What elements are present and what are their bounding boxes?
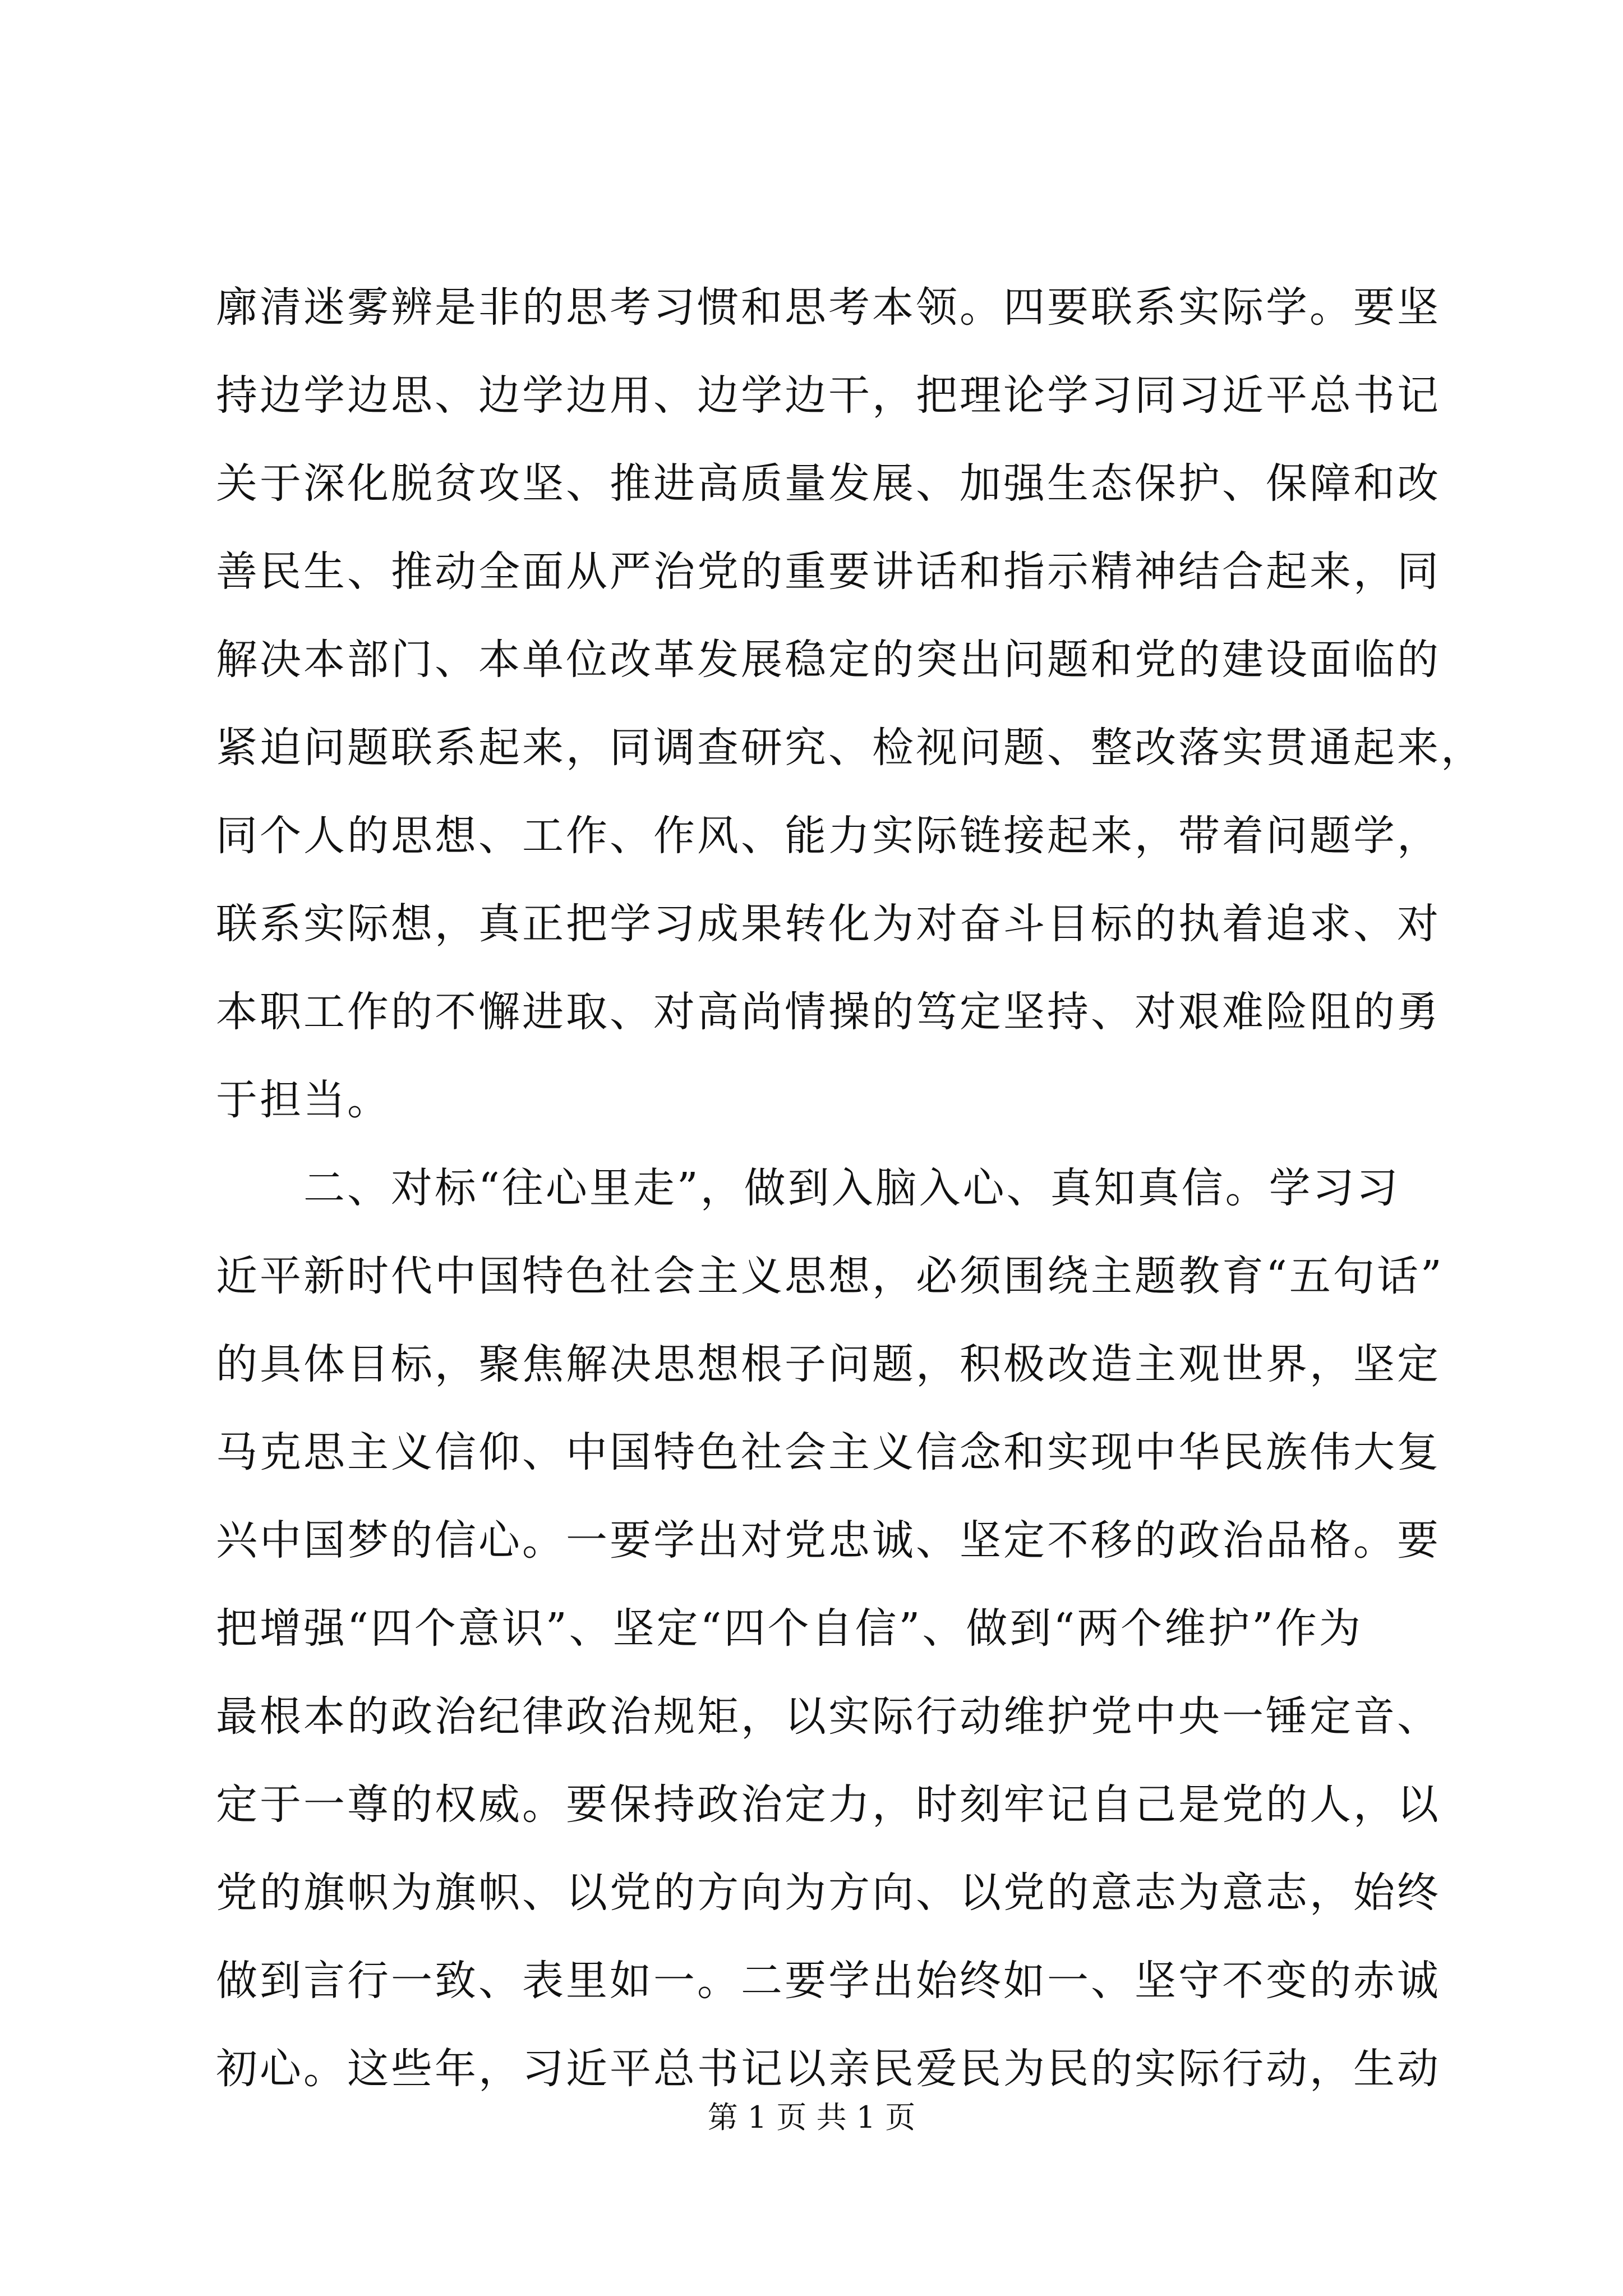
text-line: 近平新时代中国特色社会主义思想，必须围绕主题教育“五句话” bbox=[216, 1252, 1444, 1300]
text-line: 解决本部门、本单位改革发展稳定的突出问题和党的建设面临的 bbox=[216, 636, 1441, 684]
document-body bbox=[216, 264, 1484, 2113]
text-line: 把增强“四个意识”、坚定“四个自信”、做到“两个维护”作为 bbox=[216, 1604, 1363, 1653]
text-line: 初心。这些年，习近平总书记以亲民爱民为民的实际行动，生动 bbox=[216, 2045, 1441, 2093]
text-line: 紧迫问题联系起来，同调查研究、检视问题、整改落实贯通起来， bbox=[216, 724, 1484, 772]
text-line: 廓清迷雾辨是非的思考习惯和思考本领。四要联系实际学。要坚 bbox=[216, 283, 1441, 332]
text-line: 联系实际想，真正把学习成果转化为对奋斗目标的执着追求、对 bbox=[216, 900, 1441, 948]
text-line: 的具体目标，聚焦解决思想根子问题，积极改造主观世界，坚定 bbox=[216, 1340, 1441, 1388]
page-footer: 第 1 页 共 1 页 bbox=[707, 2100, 916, 2135]
text-line: 马克思主义信仰、中国特色社会主义信念和实现中华民族伟大复 bbox=[216, 1428, 1441, 1476]
text-line: 党的旗帜为旗帜、以党的方向为方向、以党的意志为意志，始终 bbox=[216, 1869, 1441, 1917]
text-line: 最根本的政治纪律政治规矩，以实际行动维护党中央一锤定音、 bbox=[216, 1692, 1441, 1741]
text-line: 同个人的思想、工作、作风、能力实际链接起来，带着问题学， bbox=[216, 812, 1441, 860]
text-line: 持边学边思、边学边用、边学边干，把理论学习同习近平总书记 bbox=[216, 371, 1441, 420]
text-line: 关于深化脱贫攻坚、推进高质量发展、加强生态保护、保障和改 bbox=[216, 459, 1441, 508]
text-line: 兴中国梦的信心。一要学出对党忠诚、坚定不移的政治品格。要 bbox=[216, 1516, 1441, 1565]
section-heading-line: 二、对标“往心里走”，做到入脑入心、真知真信。学习习 bbox=[216, 1164, 1400, 1212]
text-line: 于担当。 bbox=[216, 1076, 391, 1124]
text-line: 本职工作的不懈进取、对高尚情操的笃定坚持、对艰难险阻的勇 bbox=[216, 988, 1441, 1036]
text-line: 定于一尊的权威。要保持政治定力，时刻牢记自己是党的人，以 bbox=[216, 1780, 1441, 1829]
text-line: 做到言行一致、表里如一。二要学出始终如一、坚守不变的赤诚 bbox=[216, 1957, 1441, 2005]
text-line: 善民生、推动全面从严治党的重要讲话和指示精神结合起来，同 bbox=[216, 547, 1441, 596]
